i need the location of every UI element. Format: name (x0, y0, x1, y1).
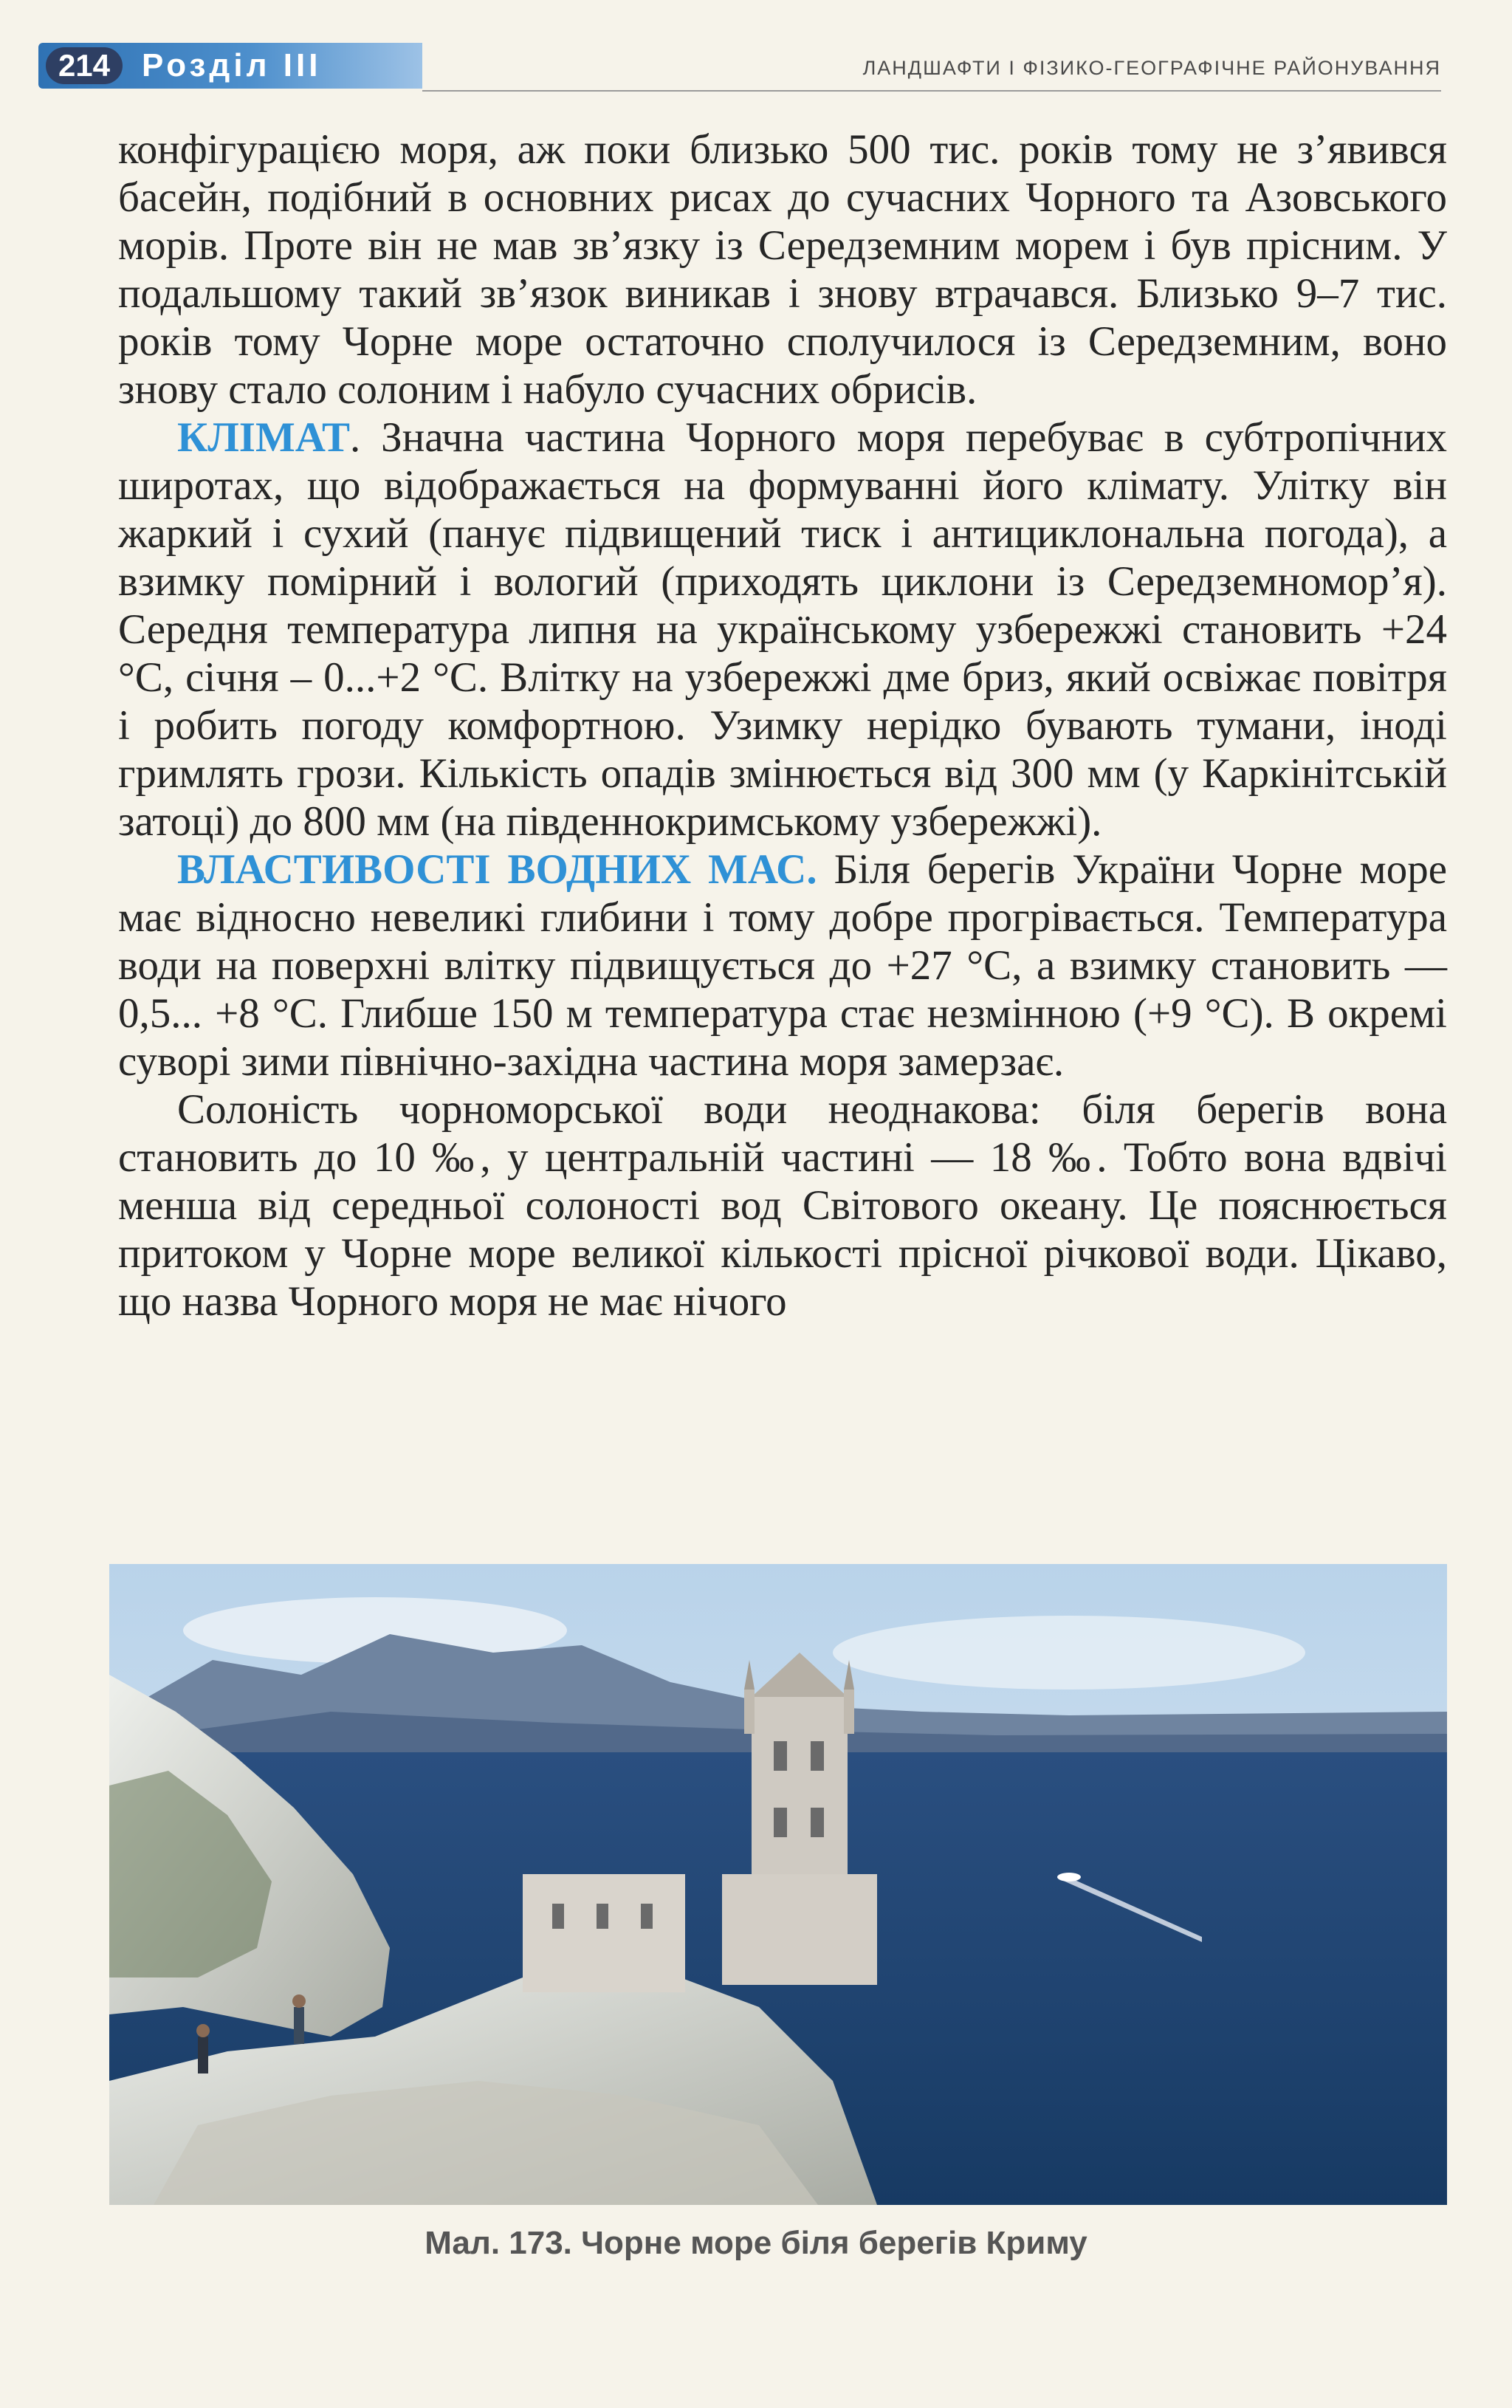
section-banner (38, 43, 422, 89)
running-header (38, 43, 1441, 96)
paragraph-climate-text: . Значна частина Чорного моря перебуває в субтропічних широтах, що відображається на формуванні його клімату. Улітку він жаркий і сухий (панує підвищений тиск і антициклональна погода), а взимку помірний і вологий (приходять циклони із Середземномор’я). Середня температура липня на українському узбережжі становить +24 °С, січня – 0...+2 °С. Влітку на узбережжі дме бриз, який освіжає повітря і робить погоду комфортною. Узимку нерідко бувають тумани, іноді гримлять грози. Кількість опадів змінюється від 300 мм (у Каркінітській затоці) до 800 мм (на південнокримському узбережжі). (118, 414, 1447, 845)
figure-photo (109, 1564, 1447, 2205)
figure-caption: Мал. 173. Чорне море біля берегів Криму (425, 2225, 1087, 2261)
paragraph-history: конфігурацією моря, аж поки близько 500 тис. років тому не з’явився басейн, подібний в основних рисах до сучасних Чорного та Азовського морів. Проте він не мав зв’язку із Середземним морем і був прісним. У подальшому такий зв’язок виникав і знову втрачався. Близько 9–7 тис. років тому Чорне море остаточно сполучилося із Середземним, воно знову стало солоним і набуло сучасних обрисів. (118, 126, 1447, 413)
paragraph-climate (118, 414, 1447, 845)
paragraph-water-properties-text: Біля берегів України Чорне море має відносно невеликі глибини і тому добре прогрівається. Температура води на поверхні влітку підвищується до +27 °С, а взимку становить —0,5... +8 °С. Глибше 150 м температура стає незмінною (+9 °С). В окремі суворі зими північно-західна частина моря замерзає. (118, 846, 1448, 1085)
page-number: 214 (46, 47, 123, 84)
heading-climate: КЛІМАТ (177, 414, 350, 461)
section-title: Розділ III (142, 47, 322, 83)
heading-water-properties: ВЛАСТИВОСТІ ВОДНИХ МАС. (177, 846, 817, 893)
paragraph-water-properties (118, 845, 1447, 1085)
header-divider (422, 90, 1441, 92)
castle-seascape-photo (109, 1564, 1447, 2205)
chapter-title: ЛАНДШАФТИ І ФІЗИКО-ГЕОГРАФІЧНЕ РАЙОНУВАННЯ (862, 57, 1441, 79)
body-text (118, 126, 1447, 1325)
paragraph-salinity: Солоність чорноморської води неоднакова: біля берегів вона становить до 10 ‰, у центральній частині — 18 ‰. Тобто вона вдвічі менша від середньої солоності вод Світового океану. Це пояснюється притоком у Чорне море великої кількості прісної річкової води. Цікаво, що назва Чорного моря не має нічого (118, 1086, 1447, 1325)
